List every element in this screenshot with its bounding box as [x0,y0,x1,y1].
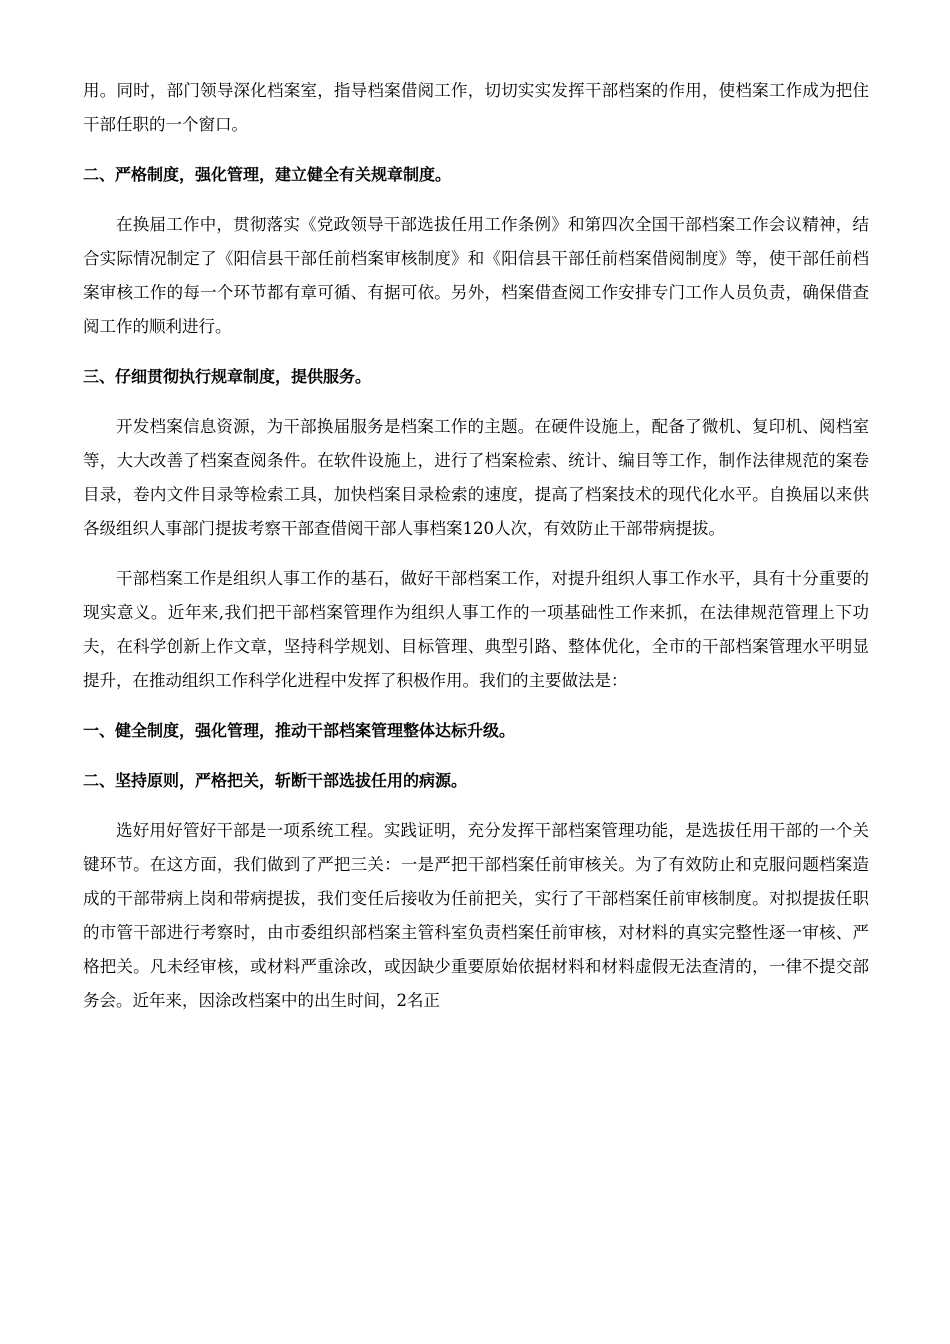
paragraph-selection: 选好用好管好干部是一项系统工程。实践证明，充分发挥干部档案管理功能，是选拔任用干部的一个关键环节。在这方面，我们做到了严把三关：一是严把干部档案任前审核关。为了有效防止和克服问题档案造成的干部带病上岗和带病提拔，我们变任后接收为任前把关，实行了干部档案任前审核制度。对拟提拔任职的市管干部进行考察时，由市委组织部档案主管科室负责档案任前审核，对材料的真实完整性逐一审核、严格把关。凡未经审核，或材料严重涂改，或因缺少重要原始依据材料和材料虚假无法查清的，一律不提交部务会。近年来，因涂改档案中的出生时间，2名正 [83,821,869,1010]
section-heading-2b: 二、坚持原则，严格把关，斩断干部选拔任用的病源。 [83,771,468,790]
section-heading-2: 二、严格制度，强化管理，建立健全有关规章制度。 [83,165,452,184]
paragraph-regulations: 在换届工作中，贯彻落实《党政领导干部选拔任用工作条例》和第四次全国干部档案工作会议精神，结合实际情况制定了《阳信县干部任前档案审核制度》和《阳信县干部任前档案借阅制度》等，使干部任前档案审核工作的每一个环节都有章可循、有据可依。另外，档案借查阅工作安排专门工作人员负责，确保借查阅工作的顺利进行。 [83,215,869,336]
paragraph-continuation: 用。同时，部门领导深化档案室，指导档案借阅工作，切切实实发挥干部档案的作用，使档案工作成为把住干部任职的一个窗口。 [83,81,869,134]
section-heading-3: 三、仔细贯彻执行规章制度，提供服务。 [83,367,372,386]
paragraph-introduction: 干部档案工作是组织人事工作的基石，做好干部档案工作，对提升组织人事工作水平，具有十分重要的现实意义。近年来,我们把干部档案管理作为组织人事工作的一项基础性工作来抓，在法律规范管理上下功夫，在科学创新上作文章，坚持科学规划、目标管理、典型引路、整体优化，全市的干部档案管理水平明显提升，在推动组织工作科学化进程中发挥了积极作用。我们的主要做法是： [83,569,869,690]
document-body [83,74,869,1034]
section-heading-1b: 一、健全制度，强化管理，推动干部档案管理整体达标升级。 [83,721,516,740]
paragraph-resources: 开发档案信息资源，为干部换届服务是档案工作的主题。在硬件设施上，配备了微机、复印机、阅档室等，大大改善了档案查阅条件。在软件设施上，进行了档案检索、统计、编目等工作，制作法律规范的案卷目录，卷内文件目录等检索工具，加快档案目录检索的速度，提高了档案技术的现代化水平。自换届以来供各级组织人事部门提拔考察干部查借阅干部人事档案120人次，有效防止干部带病提拔。 [83,417,869,538]
